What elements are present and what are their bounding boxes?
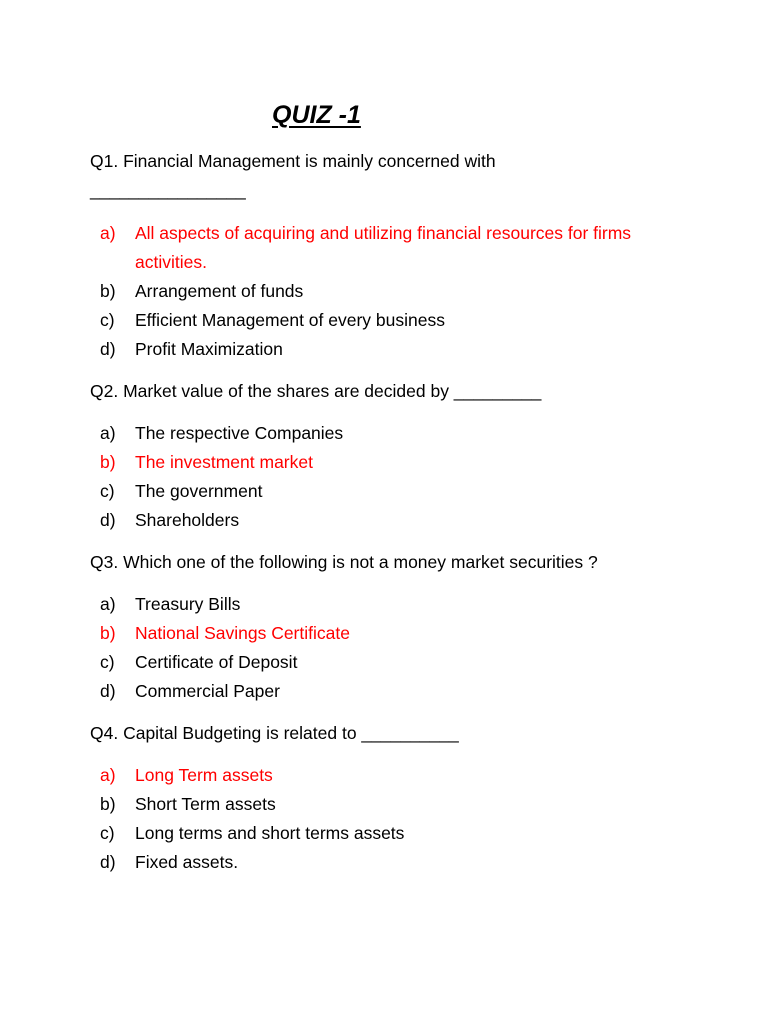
option-letter: b): [100, 281, 116, 301]
question-4-text: Q4. Capital Budgeting is related to __________: [90, 723, 459, 743]
question-4-prompt: [90, 719, 690, 748]
option-letter: c): [100, 652, 115, 672]
question-4-option-c: [100, 819, 680, 848]
option-letter: d): [100, 852, 116, 872]
question-1-option-a: [100, 219, 680, 277]
option-letter: a): [100, 765, 116, 785]
option-letter: b): [100, 794, 116, 814]
question-3-prompt: [90, 548, 690, 577]
option-text: All aspects of acquiring and utilizing financial resources for firms activities.: [135, 223, 632, 272]
question-4-option-d: [100, 848, 680, 877]
option-letter: b): [100, 623, 116, 643]
question-1-prompt: [90, 147, 690, 205]
quiz-title: QUIZ -1: [272, 101, 361, 129]
option-letter: c): [100, 823, 115, 843]
option-text: Fixed assets.: [135, 852, 239, 872]
option-text: National Savings Certificate: [135, 623, 350, 643]
option-text: Long Term assets: [135, 765, 273, 785]
question-2-option-a: [100, 419, 680, 448]
option-text: Short Term assets: [135, 794, 276, 814]
option-letter: c): [100, 481, 115, 501]
option-text: The respective Companies: [135, 423, 344, 443]
option-letter: a): [100, 594, 116, 614]
option-text: Arrangement of funds: [135, 281, 304, 301]
option-letter: c): [100, 310, 115, 330]
question-2-prompt: [90, 377, 690, 406]
question-2-option-c: [100, 477, 680, 506]
option-letter: a): [100, 223, 116, 243]
option-text: Treasury Bills: [135, 594, 241, 614]
option-letter: d): [100, 681, 116, 701]
option-text: Shareholders: [135, 510, 240, 530]
question-1-options: [100, 219, 680, 364]
question-4-options: [100, 761, 680, 877]
option-text: Long terms and short terms assets: [135, 823, 405, 843]
option-text: The investment market: [135, 452, 313, 472]
question-3-option-d: [100, 677, 680, 706]
question-1-option-b: [100, 277, 680, 306]
question-3-option-a: [100, 590, 680, 619]
option-text: Efficient Management of every business: [135, 310, 445, 330]
question-4-option-a: [100, 761, 680, 790]
question-3-options: [100, 590, 680, 706]
question-2-options: [100, 419, 680, 535]
question-2-option-b: [100, 448, 680, 477]
question-2-text: Q2. Market value of the shares are decided by _________: [90, 381, 542, 401]
question-3-option-b: [100, 619, 680, 648]
question-2-option-d: [100, 506, 680, 535]
option-text: The government: [135, 481, 263, 501]
option-letter: b): [100, 452, 116, 472]
question-3-option-c: [100, 648, 680, 677]
option-letter: a): [100, 423, 116, 443]
question-1-option-c: [100, 306, 680, 335]
question-3-text: Q3. Which one of the following is not a money market securities ?: [90, 552, 598, 572]
question-1-text: Q1. Financial Management is mainly concerned with: [90, 151, 496, 171]
question-4-option-b: [100, 790, 680, 819]
question-1-option-d: [100, 335, 680, 364]
question-1-blank: ________________: [90, 180, 246, 200]
option-letter: d): [100, 510, 116, 530]
option-text: Profit Maximization: [135, 339, 283, 359]
option-text: Certificate of Deposit: [135, 652, 298, 672]
option-letter: d): [100, 339, 116, 359]
option-text: Commercial Paper: [135, 681, 280, 701]
